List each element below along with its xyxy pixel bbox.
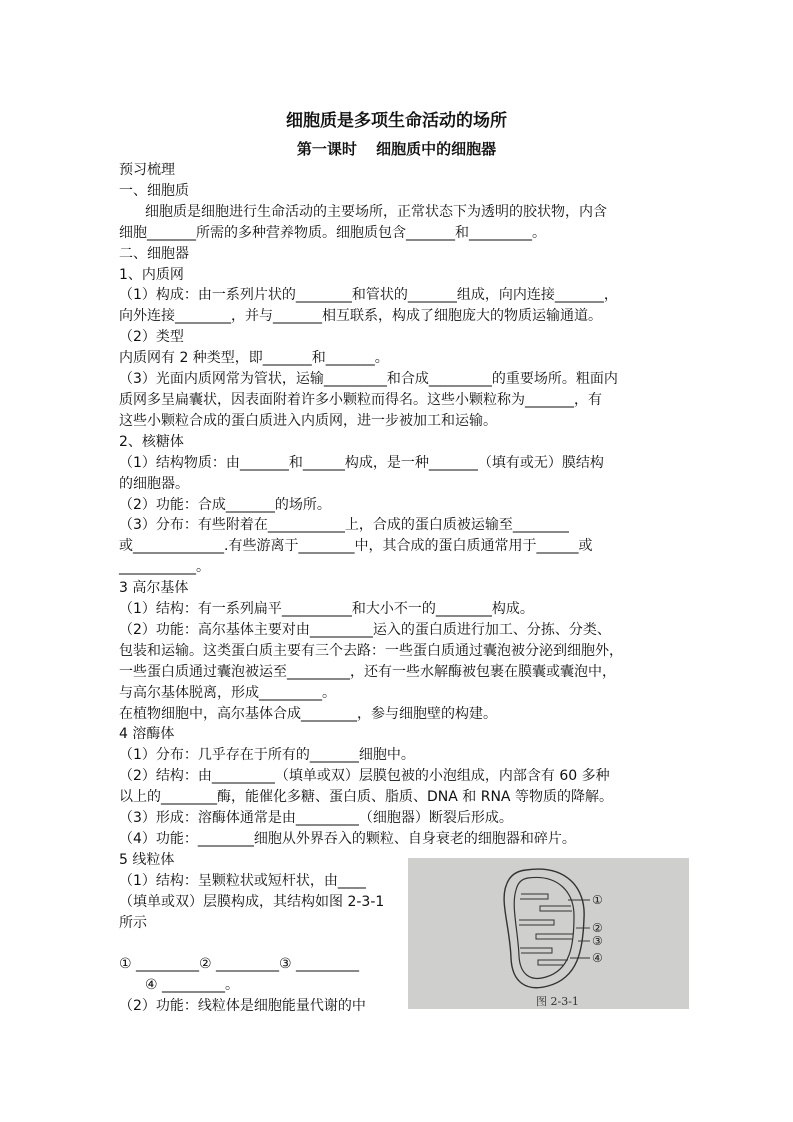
subsection-heading: 2、核糖体 <box>119 433 184 450</box>
fill-in-line: 与高尔基体脱离，形成_________。 <box>119 684 336 701</box>
subsection-heading: 4 溶酶体 <box>119 726 175 743</box>
fill-in-line: （1）分布：几乎存在于所有的_______细胞中。 <box>119 747 415 764</box>
paragraph-line: 细胞质是细胞进行生命活动的主要场所，正常状态下为透明的胶状物，内含 <box>145 203 607 220</box>
paragraph-line: （2）类型 <box>119 329 184 346</box>
fill-in-line: ___________。 <box>119 559 210 576</box>
fill-in-line: 在植物细胞中，高尔基体合成________，参与细胞壁的构建。 <box>119 705 497 722</box>
fill-in-line: （1）结构：有一系列扁平__________和大小不一的________构成。 <box>119 601 534 618</box>
paragraph-line: （填单或双）层膜构成，其结构如图 2-3-1 <box>119 893 385 910</box>
page-title: 细胞质是多项生命活动的场所 <box>286 111 507 131</box>
fill-in-line: （4）功能：________细胞从外界吞入的颗粒、自身衰老的细胞器和碎片。 <box>119 831 576 847</box>
paragraph-line: 所示 <box>119 914 147 931</box>
fill-in-line: 细胞_______所需的多种营养物质。细胞质包含_______和_________。 <box>119 224 546 241</box>
section-heading: 预习梳理 <box>119 162 175 178</box>
marker-2: ② <box>592 921 603 935</box>
fill-in-line: （3）分布：有些附着在___________上，合成的蛋白质被运输至________ <box>119 517 569 534</box>
fill-in-line: 向外连接________，并与_______相互联系，构成了细胞庞大的物质运输通道。 <box>119 308 602 325</box>
fill-in-line: （3）光面内质网常为管状，运输_________和合成_________的重要场所。粗面内 <box>119 371 618 388</box>
spacer-line <box>119 934 401 955</box>
fill-in-line: （2）功能：合成_______的场所。 <box>119 496 331 513</box>
section-heading: 一、细胞质 <box>119 182 189 199</box>
fill-in-line: 内质网有 2 种类型，即_______和_______。 <box>119 350 389 367</box>
fill-in-line: （1）结构物质：由_______和______构成，是一种_______（填有或无）膜结构 <box>119 454 604 471</box>
fill-in-line: 以上的________酶，能催化多糖、蛋白质、脂质、DNA 和 RNA 等物质的降解。 <box>119 789 613 806</box>
paragraph-line: （2）功能：线粒体是细胞能量代谢的中 <box>119 998 366 1015</box>
fill-in-line: ④ _________。 <box>145 977 240 994</box>
paragraph-line: 这些小颗粒合成的蛋白质进入内质网，进一步被加工和运输。 <box>119 412 497 429</box>
marker-3: ③ <box>592 934 603 948</box>
fill-in-line: （1）构成：由一系列片状的________和管状的_______组成，向内连接_______， <box>119 287 618 304</box>
fill-in-line: 或_____________.有些游离于________中，其合成的蛋白质通常用于______或 <box>119 538 593 555</box>
paragraph-line: 包装和运输。这类蛋白质主要有三个去路：一些蛋白质通过囊泡被分泌到细胞外， <box>119 642 623 659</box>
fill-in-line: （1）结构：呈颗粒状或短杆状，由____ <box>119 872 366 889</box>
subsection-heading: 5 线粒体 <box>119 851 175 868</box>
paragraph-line: 的细胞器。 <box>119 475 189 492</box>
fill-in-line: （2）结构：由_________（填单或双）层膜包被的小泡组成，内部含有 60 多种 <box>119 768 610 785</box>
marker-4: ④ <box>592 951 603 965</box>
fill-in-line: （2）功能：高尔基体主要对由_________运入的蛋白质进行加工、分拣、分类、 <box>119 621 611 638</box>
mitochondrion-diagram-icon <box>408 858 689 1009</box>
subsection-heading: 1、内质网 <box>119 266 184 283</box>
fill-in-line: ① _________② _________③ _________ <box>119 956 360 973</box>
fill-in-line: （3）形成：溶酶体通常是由_________（细胞器）断裂后形成。 <box>119 810 513 827</box>
page-subtitle: 第一课时 细胞质中的细胞器 <box>296 140 497 158</box>
marker-1: ① <box>592 893 603 907</box>
mitochondrion-figure <box>408 858 689 1009</box>
subsection-heading: 3 高尔基体 <box>119 580 189 597</box>
figure-caption: 图 2-3-1 <box>536 995 579 1008</box>
section-heading: 二、细胞器 <box>119 245 189 262</box>
fill-in-line: 一些蛋白质通过囊泡被运至_________，还有一些水解酶被包裹在膜囊或囊泡中， <box>119 663 616 680</box>
fill-in-line: 质网多呈扁囊状，因表面附着许多小颗粒而得名。这些小颗粒称为_______，有 <box>119 391 602 408</box>
